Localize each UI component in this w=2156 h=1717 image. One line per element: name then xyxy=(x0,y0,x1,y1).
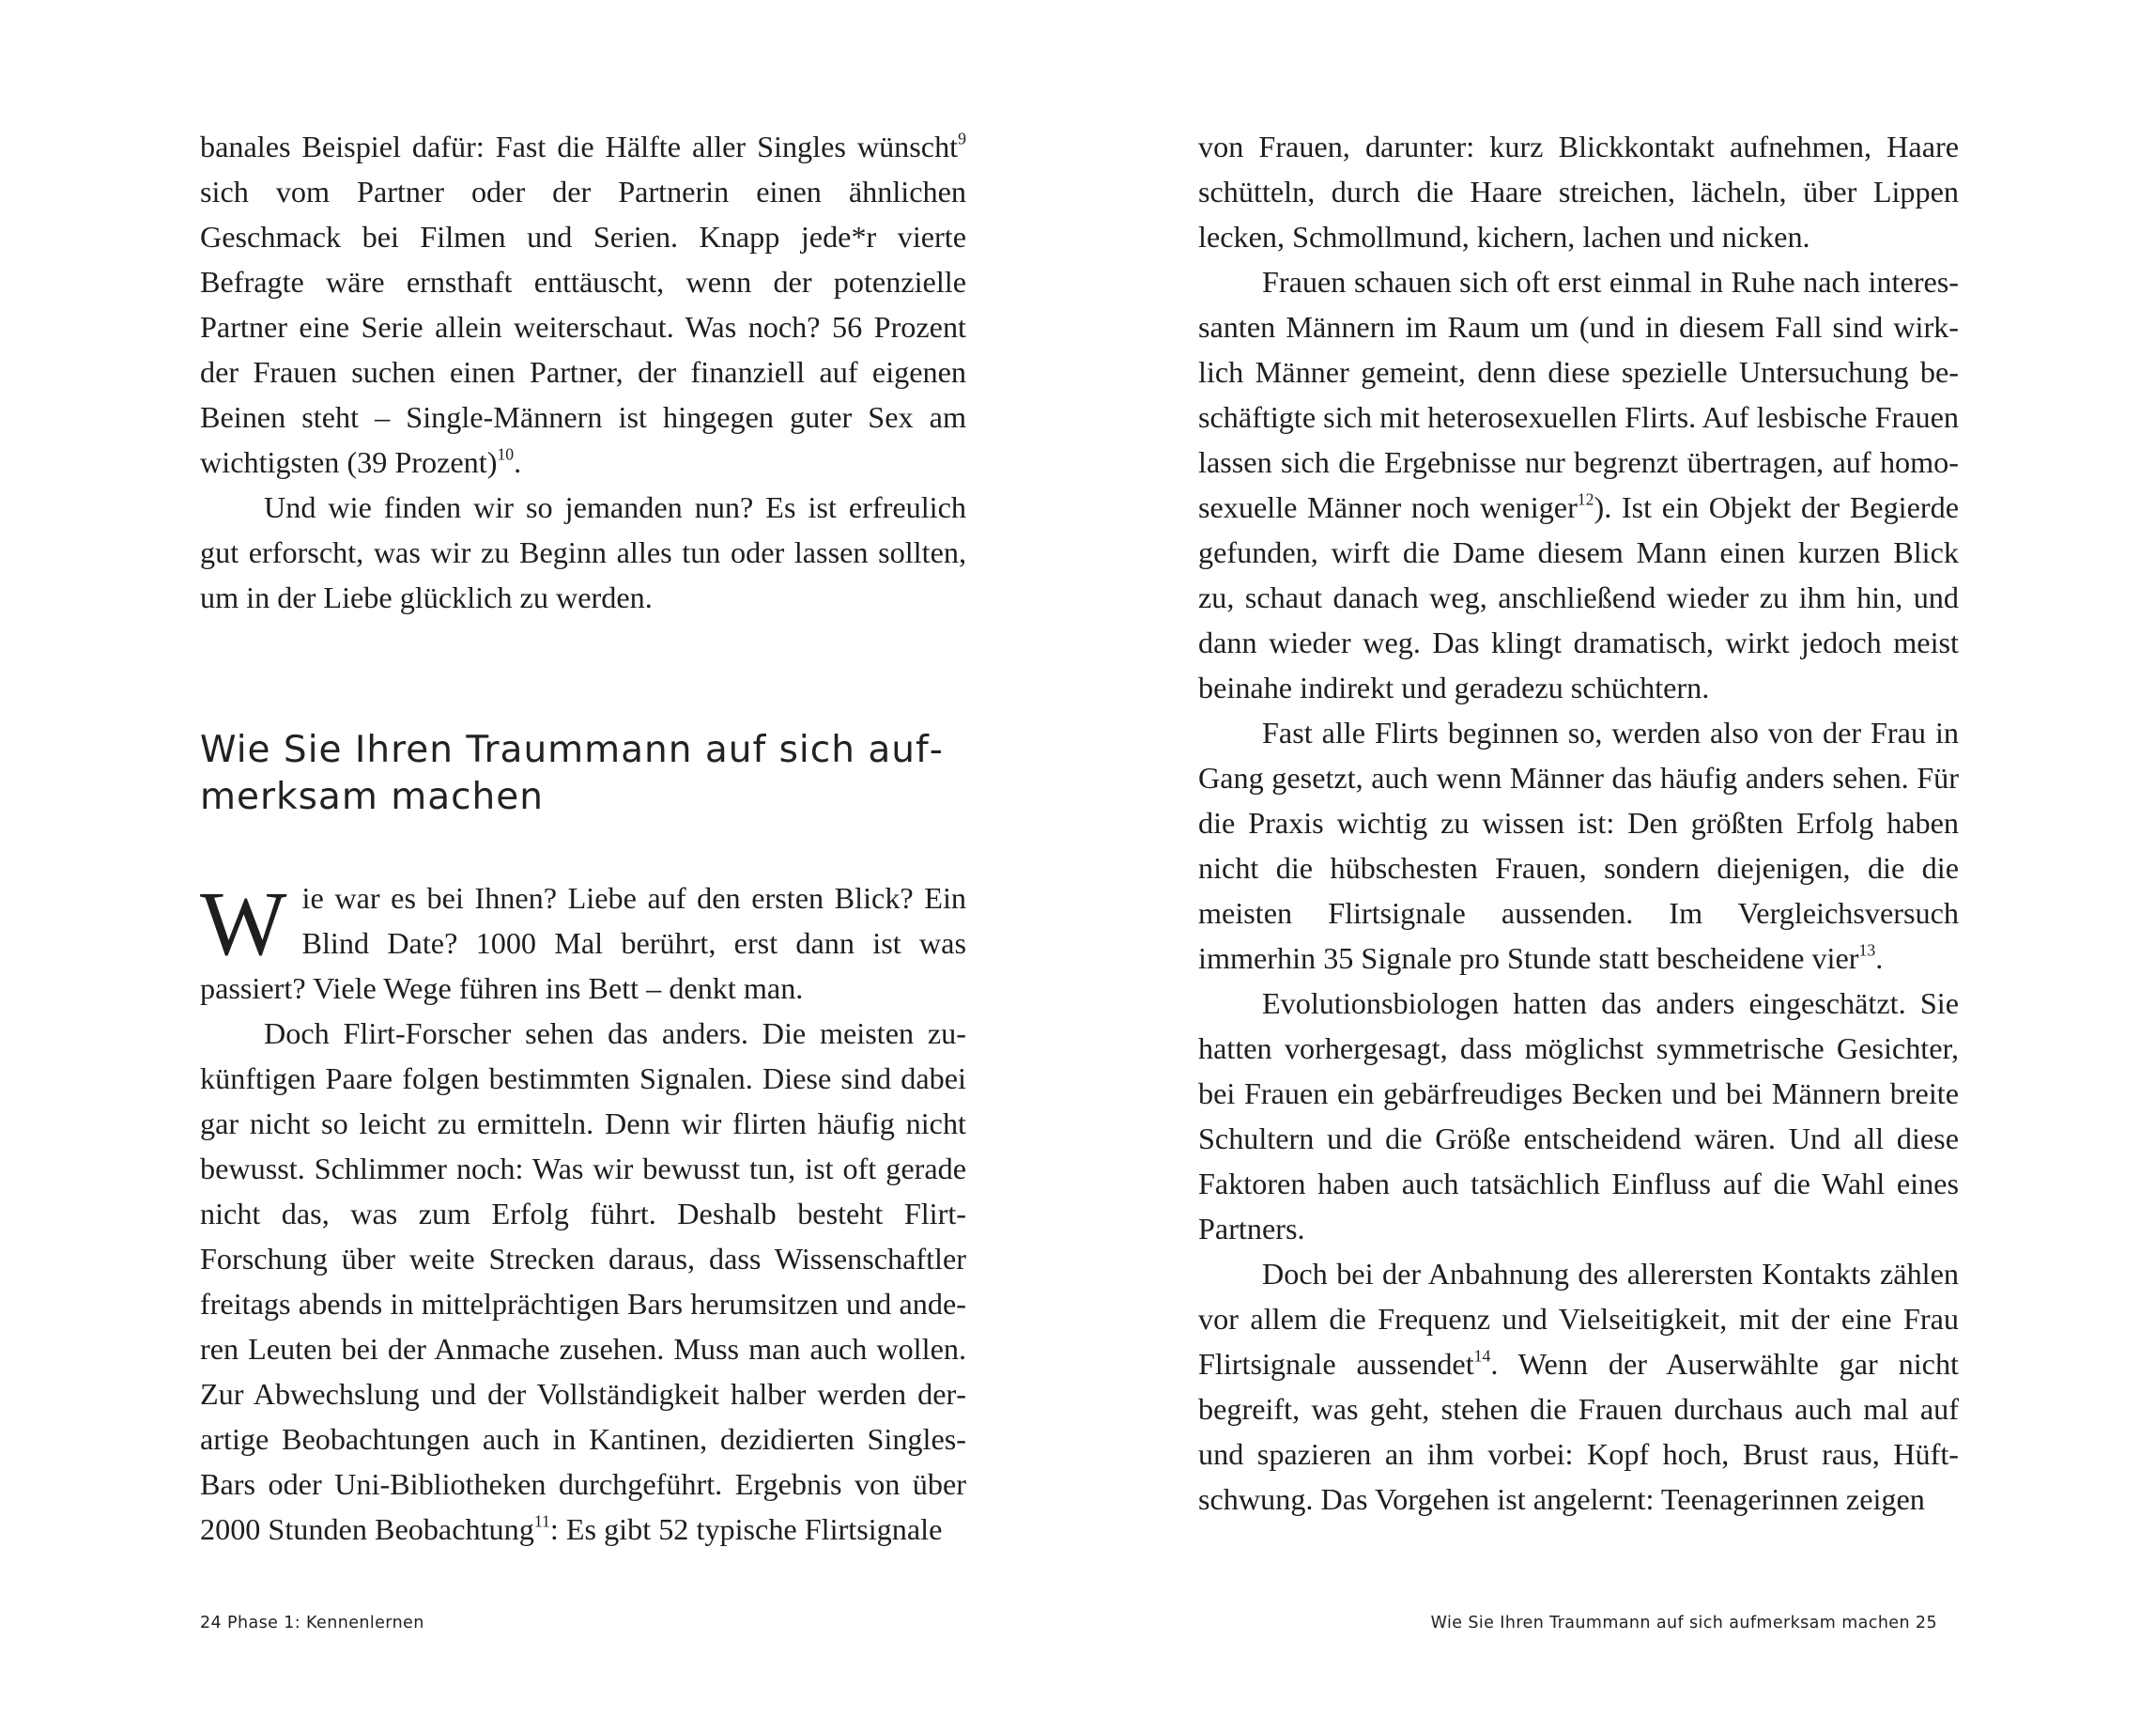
left-text-column xyxy=(200,124,966,1552)
text-run: . xyxy=(1875,941,1884,975)
footnote-ref: 12 xyxy=(1577,489,1594,509)
text-run: Doch Flirt-Forscher sehen das anders. Die meisten zukünftigen Paare folgen bestimmten Signalen. Diese sind dabei gar nicht so leicht zu ermitteln. Denn wir flirten häufig nicht bewusst. Schlimmer noch: Was wir bewusst tun, ist oft gerade nicht das, was zum Erfolg führt. Deshalb besteht Flirt-Forschung über weite Strecken daraus, dass Wissenschaftler freitags abends in mittelprächtigen Bars herumsitzen und anderen Leuten bei der Anmache zusehen. Muss man auch wollen. Zur Abwechslung und der Vollständigkeit halber werden derartige Beobachtungen auch in Kantinen, dezidierten Singles-Bars oder Uni-Bibliotheken durchgeführt. Ergebnis von über 2000 Stunden Beobachtung xyxy=(200,1016,966,1546)
footnote-ref: 11 xyxy=(533,1511,550,1531)
paragraph xyxy=(200,124,966,485)
paragraph: von Frauen, darunter: kurz Blickkontakt aufnehmen, Haare schütteln, durch die Haare streichen, lächeln, über Lippen lecken, Schmollmund, kichern, lachen und nicken. xyxy=(1198,130,1959,254)
right-page-footer: Wie Sie Ihren Traummann auf sich aufmerksam machen 25 xyxy=(1430,1614,1937,1632)
footnote-ref: 9 xyxy=(958,129,966,148)
right-page xyxy=(1078,0,2156,1717)
text-run: Frauen schauen sich oft erst einmal in Ruhe nach interessanten Männern im Raum um (und in diesem Fall sind wirklich Männer gemeint, denn diese spezielle Untersuchung beschäftigte sich mit heterosexuellen Flirts. Auf lesbische Frauen lassen sich die Ergebnisse nur begrenzt übertragen, auf homosexuelle Männer noch weniger xyxy=(1198,265,1959,524)
text-run: ie war es bei Ihnen? Liebe auf den ersten Blick? Ein Blind Date? 1000 Mal berührt, erst dann ist was passiert? Viele Wege führen ins Bett – denkt man. xyxy=(200,881,966,1005)
footnote-ref: 13 xyxy=(1858,940,1876,960)
drop-cap: W xyxy=(200,874,287,975)
paragraph xyxy=(1198,259,1959,710)
text-run: . xyxy=(514,445,522,479)
paragraph: Und wie finden wir so jemanden nun? Es ist erfreulich gut erforscht, was wir zu Beginn alles tun oder lassen sollten, um in der Liebe glücklich zu werden. xyxy=(200,490,966,614)
footnote-ref: 10 xyxy=(497,444,515,464)
text-run: Fast alle Flirts beginnen so, werden also von der Frau in Gang gesetzt, auch wenn Männer das häufig anders sehen. Für die Praxis wichtig zu wissen ist: Den größten Erfolg haben nicht die hübschesten Frauen, sondern diejenigen, die die meisten Flirtsignale aussenden. Im Vergleichsversuch immerhin 35 Signale pro Stunde statt bescheidene vier xyxy=(1198,716,1959,975)
footnote-ref: 14 xyxy=(1473,1346,1491,1366)
paragraph xyxy=(200,1011,966,1552)
text-run: sich vom Partner oder der Partnerin einen ähnlichen Geschmack bei Filmen und Serien. Knapp jede*r vierte Befragte wäre ernsthaft enttäuscht, wenn der potenzielle Partner eine Serie allein weiterschaut. Was noch? 56 Prozent der Frauen suchen einen Partner, der finanziell auf eigenen Beinen steht – Single-Männern ist hingegen guter Sex am wichtigsten (39 Prozent) xyxy=(200,175,966,479)
paragraph xyxy=(1198,710,1959,981)
left-page-footer: 24 Phase 1: Kennenlernen xyxy=(200,1614,424,1632)
paragraph xyxy=(1198,1251,1959,1522)
paragraph: Evolutionsbiologen hatten das anders eingeschätzt. Sie hatten vorhergesagt, dass möglichst symmetrische Gesichter, bei Frauen ein gebärfreudiges Becken und bei Männern breite Schultern und die Größe entscheidend wären. Und all diese Faktoren haben auch tatsächlich Einfluss auf die Wahl eines Partners. xyxy=(1198,986,1959,1245)
text-run: . Wenn der Auserwählte gar nicht begreift, was geht, stehen die Frauen durchaus auch mal auf und spazieren an ihm vorbei: Kopf hoch, Brust raus, Hüftschwung. Das Vorgehen ist angelernt: Teenagerinnen zeigen xyxy=(1198,1347,1959,1516)
text-run: banales Beispiel dafür: Fast die Hälfte aller Singles wünscht xyxy=(200,130,959,163)
text-run: Doch bei der Anbahnung des allerersten Kontakts zählen vor allem die Frequenz und Vielseitigkeit, mit der eine Frau Flirtsignale aussendet xyxy=(1198,1257,1959,1381)
right-text-column xyxy=(1198,124,1959,1522)
section-heading: Wie Sie Ihren Traummann auf sich aufmerksam machen xyxy=(200,729,943,818)
text-run: : Es gibt 52 typische Flirtsignale xyxy=(549,1512,943,1546)
paragraph xyxy=(200,875,966,1011)
text-run: ). Ist ein Objekt der Begierde gefunden, wirft die Dame diesem Mann einen kurzen Blick zu, schaut danach weg, anschließend wieder zu ihm hin, und dann wieder weg. Das klingt dramatisch, wirkt jedoch meist beinahe indirekt und geradezu schüchtern. xyxy=(1198,490,1959,704)
